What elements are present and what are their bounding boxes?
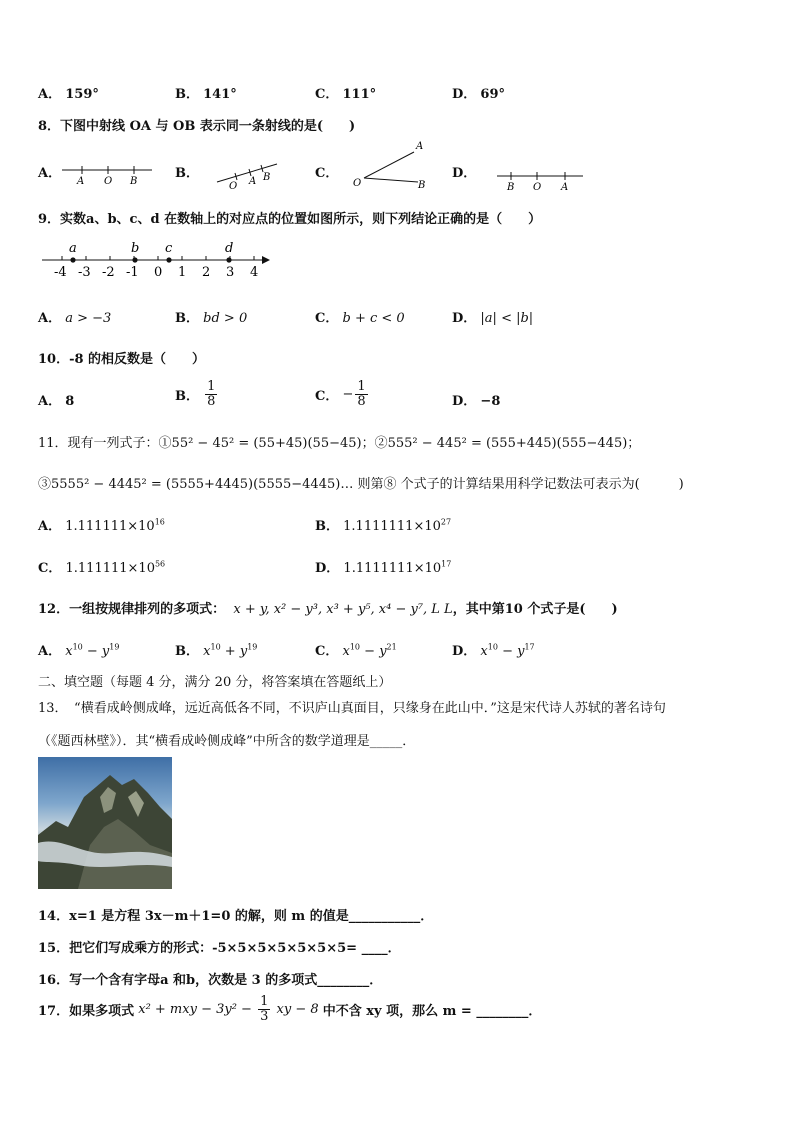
q16: 16．写一个含有字母a 和b，次数是 3 的多项式________．: [38, 973, 383, 988]
q12-option-c: C． $x^{10} - y^{21}$: [315, 642, 397, 659]
tick-label: 3: [226, 265, 235, 280]
q8-b-label-a: A: [249, 176, 257, 187]
q12-option-b: B． $x^{10} + y^{19}$: [175, 642, 258, 659]
q8-c-label-o: O: [353, 178, 362, 189]
point-a: [70, 257, 75, 262]
q8-figure-d: [495, 164, 590, 192]
section-fill-in-header: 二、填空题（每题 4 分，满分 20 分，将答案填在答题纸上）: [38, 675, 392, 690]
q11-option-a: A． $1.111111\times 10^{16}$: [38, 517, 165, 534]
q8-stem: 8．下图中射线 OA 与 OB 表示同一条射线的是( ): [38, 119, 356, 134]
q8-a-label-b: B: [130, 176, 138, 187]
point-d: [226, 257, 231, 262]
q12-option-d: D． $x^{10} - y^{17}$: [452, 642, 535, 659]
q10-option-a: A． 8: [38, 394, 75, 409]
q8-option-d-label: D．: [452, 166, 477, 181]
q8-figure-b: [215, 158, 285, 190]
q10-stem: 10．-8 的相反数是（ ）: [38, 352, 206, 367]
q9-option-a: A． a > −3: [38, 311, 112, 326]
point-c: [166, 257, 171, 262]
q8-d-label-o: O: [533, 182, 542, 193]
q9-option-c: C． b + c < 0: [315, 311, 405, 326]
q11-option-d: D． $1.1111111\times 10^{17}$: [315, 559, 452, 576]
q13-line1: 13． “横看成岭侧成峰，远近高低各不同，不识庐山真面目，只缘身在此山中．”这是宋代诗人苏轼的著名诗句: [38, 701, 666, 716]
q8-figure-c: [350, 138, 440, 190]
q15: 15．把它们写成乘方的形式：-5×5×5×5×5×5×5= ____．: [38, 941, 401, 956]
q7-option-a: A． 159°: [38, 87, 99, 102]
q7-option-c: C． 111°: [315, 87, 377, 102]
q8-option-a-label: A．: [38, 166, 62, 181]
q7-option-b: B． 141°: [175, 87, 237, 102]
q11-option-c: C． $1.111111\times 10^{56}$: [38, 559, 166, 576]
q8-a-label-a: A: [77, 176, 85, 187]
q8-b-label-o: O: [229, 181, 238, 192]
tick-label: 0: [154, 265, 163, 280]
q13-line2: （《题西林壁》）．其“横看成岭侧成峰”中所含的数学道理是_____．: [38, 734, 416, 749]
q9-option-d: D． |a| < |b|: [452, 311, 534, 326]
q17: 17．如果多项式 x² + mxy − 3y² − $\frac{1}{3}$ xy − 8 中不含 xy 项，那么 m = ________．: [38, 994, 542, 1024]
tick-label: -3: [78, 265, 91, 280]
q8-figure-a: [60, 158, 160, 188]
q11-option-b: B． $1.1111111\times 10^{27}$: [315, 517, 452, 534]
q8-a-label-o: O: [104, 176, 113, 187]
tick-label: 2: [202, 265, 211, 280]
point-c-label: c: [165, 241, 173, 256]
q9-number-line: [38, 238, 278, 280]
q8-c-label-a: A: [416, 141, 424, 152]
q8-option-b-label: B．: [175, 166, 199, 181]
tick-label: 1: [178, 265, 187, 280]
q10-option-c: C． − $\frac{1}{8}$: [315, 379, 366, 409]
q10-option-d: D． −8: [452, 394, 501, 409]
q8-option-c-label: C．: [315, 166, 339, 181]
tick-label: -4: [54, 265, 67, 280]
point-d-label: d: [225, 241, 234, 256]
q11-line1: 11．现有一列式子：①55² − 45² = (55+45)(55−45)；②555² − 445² = (555+445)(555−445)；: [38, 436, 641, 451]
q7-option-d: D． 69°: [452, 87, 506, 102]
tick-label: -1: [126, 265, 139, 280]
point-b-label: b: [131, 241, 140, 256]
tick-label: -2: [102, 265, 115, 280]
q14: 14．x=1 是方程 3x－m＋1=0 的解，则 m 的值是___________．: [38, 909, 434, 924]
point-a-label: a: [69, 241, 77, 256]
q9-option-b: B． bd > 0: [175, 311, 248, 326]
q8-b-label-b: B: [263, 172, 271, 183]
tick-label: 4: [250, 265, 259, 280]
q12-stem: 12．一组按规律排列的多项式： x + y, x² − y³, x³ + y⁵, x⁴ − y⁷, L L，其中第10 个式子是( ): [38, 602, 618, 617]
q8-c-label-b: B: [418, 180, 426, 191]
q12-option-a: A． $x^{10} - y^{19}$: [38, 642, 120, 659]
q8-d-label-a: A: [561, 182, 569, 193]
q10-option-b: B． $\frac{1}{8}$: [175, 379, 216, 409]
mountain-photo: [38, 757, 172, 889]
q11-line2: ③5555² − 4445² = (5555+4445)(5555−4445)… 则第⑧ 个式子的计算结果用科学记数法可表示为( ): [38, 477, 684, 492]
q9-stem: 9．实数a、b、c、d 在数轴上的对应点的位置如图所示，则下列结论正确的是（ ）: [38, 212, 542, 227]
q8-d-label-b: B: [507, 182, 515, 193]
point-b: [132, 257, 137, 262]
